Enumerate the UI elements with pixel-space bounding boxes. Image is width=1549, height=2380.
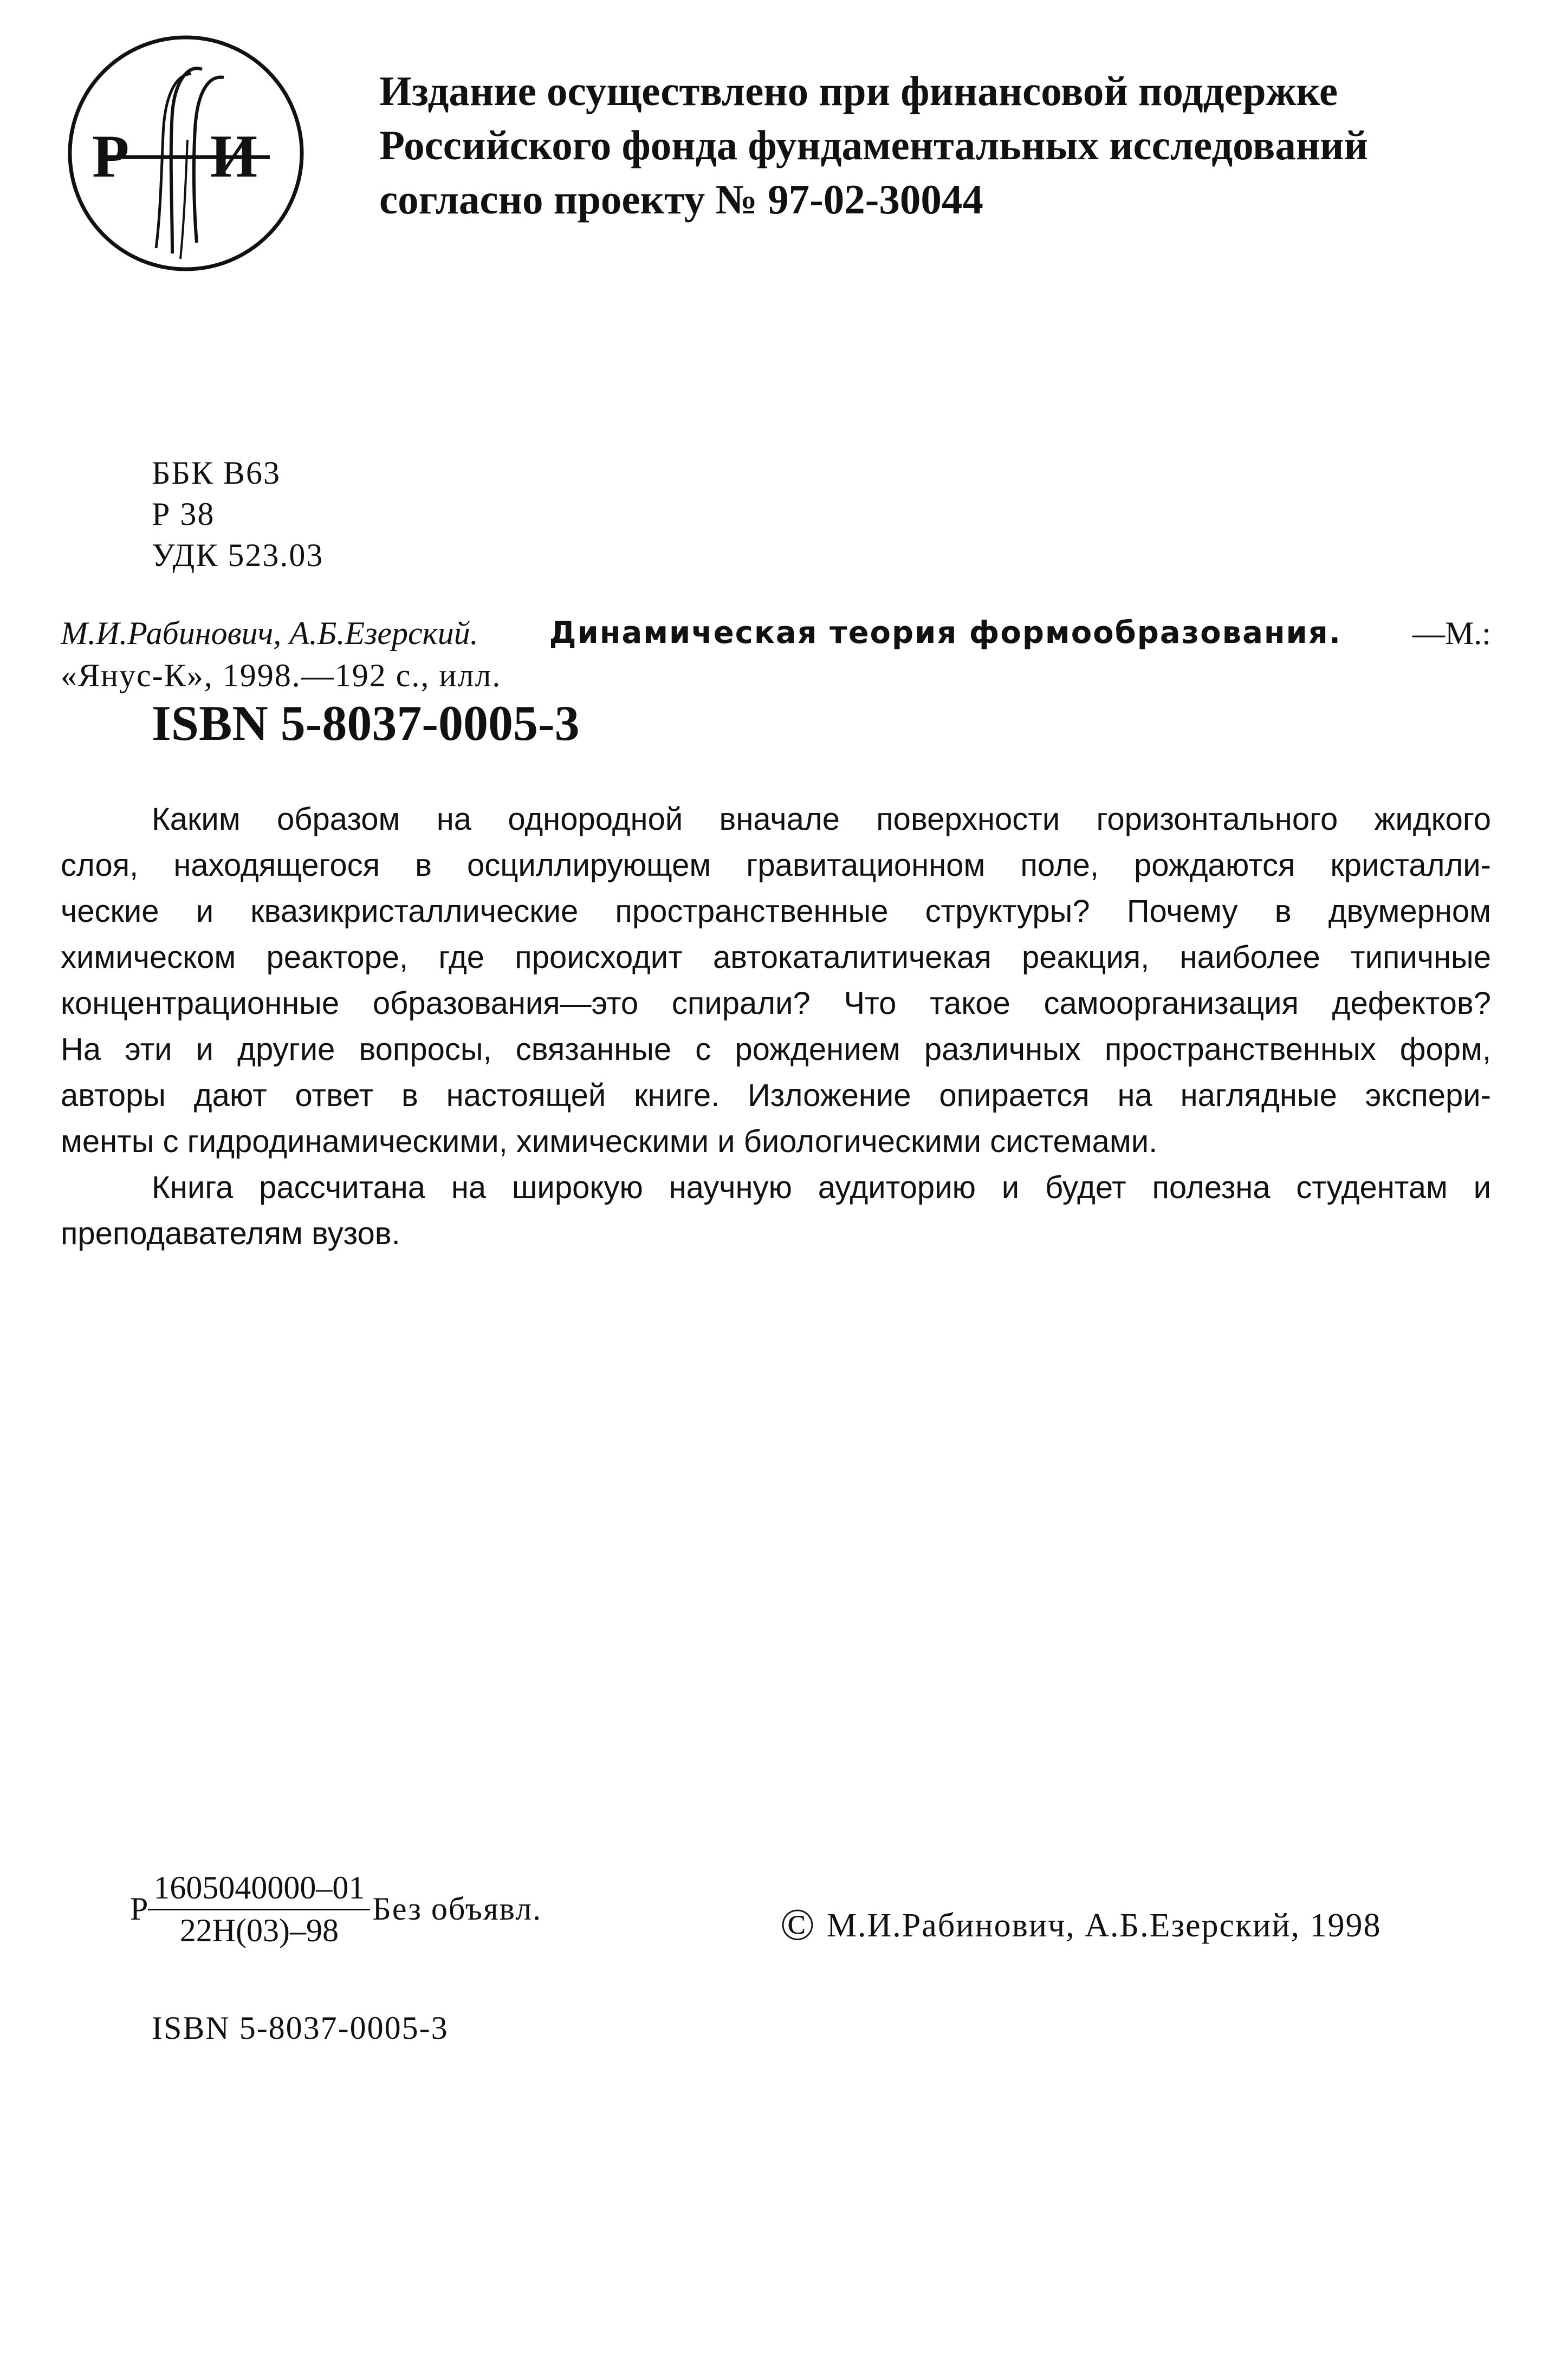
annotation-line: концентрационные образования—это спирали? Что такое самоорганизация дефектов? (61, 986, 1491, 1021)
logo-letter-i: И (210, 123, 258, 190)
bibliographic-record (61, 612, 1491, 697)
author-code: Р 38 (152, 496, 215, 532)
annotation-line: авторы дают ответ в настоящей книге. Изложение опирается на наглядные экспери- (61, 1078, 1491, 1113)
udk-code: УДК 523.03 (152, 537, 324, 573)
imprint-denominator: 22Н(03)–98 (179, 1913, 339, 1948)
copyright-notice (780, 1898, 1382, 1951)
annotation-line: Каким образом на однородной вначале поверхности горизонтального жидкого (152, 802, 1491, 837)
imprint-numerator: 1605040000–01 (148, 1869, 370, 1910)
rffi-logo (64, 31, 308, 275)
imprint-code (130, 1869, 542, 1949)
annotation-line: ческие и квазикристаллические пространственные структуры? Почему в двумерном (61, 894, 1491, 929)
logo-letter-r: Р (92, 123, 129, 190)
funding-line-2: Российского фонда фундаментальных исследований (379, 122, 1368, 168)
isbn-footer: ISBN 5-8037-0005-3 (152, 2010, 449, 2046)
annotation-line: преподавателям вузов. (61, 1216, 400, 1251)
imprint-fraction (148, 1869, 370, 1949)
annotation-line: Книга рассчитана на широкую научную аудиторию и будет полезна студентам и (152, 1170, 1491, 1205)
classification-codes (152, 452, 323, 576)
publisher-city: —М.: (1412, 615, 1491, 651)
annotation (61, 796, 1491, 1257)
copyright-icon: © (780, 1900, 816, 1950)
annotation-line: химическом реакторе, где происходит автокаталитичекая реакция, наиболее типичные (61, 940, 1491, 975)
annotation-line: слоя, находящегося в осциллирующем гравитационном поле, рождаются кристалли- (61, 848, 1491, 883)
book-title: Динамическая теория формообразования. (549, 615, 1342, 651)
funding-line-1: Издание осуществлено при финансовой поддержке (379, 68, 1338, 114)
rffi-logo-icon (64, 31, 308, 275)
funding-statement (379, 64, 1506, 226)
isbn-heading: ISBN 5-8037-0005-3 (152, 695, 580, 751)
funding-line-3: согласно проекту № 97-02-30044 (379, 176, 983, 223)
bbk-code: ББК В63 (152, 455, 281, 491)
annotation-line: На эти и другие вопросы, связанные с рождением различных пространственных форм, (61, 1032, 1491, 1067)
annotation-line: менты с гидродинамическими, химическими и биологическими системами. (61, 1124, 1158, 1159)
copyright-text: М.И.Рабинович, А.Б.Езерский, 1998 (826, 1907, 1382, 1944)
imprint-suffix: Без объявл. (372, 1891, 542, 1927)
biblio-line-1 (61, 612, 1491, 654)
biblio-line-2: «Янус-К», 1998.—192 с., илл. (61, 658, 502, 693)
imprint-prefix: Р (130, 1891, 148, 1927)
book-authors: М.И.Рабинович, А.Б.Езерский. (61, 615, 478, 651)
